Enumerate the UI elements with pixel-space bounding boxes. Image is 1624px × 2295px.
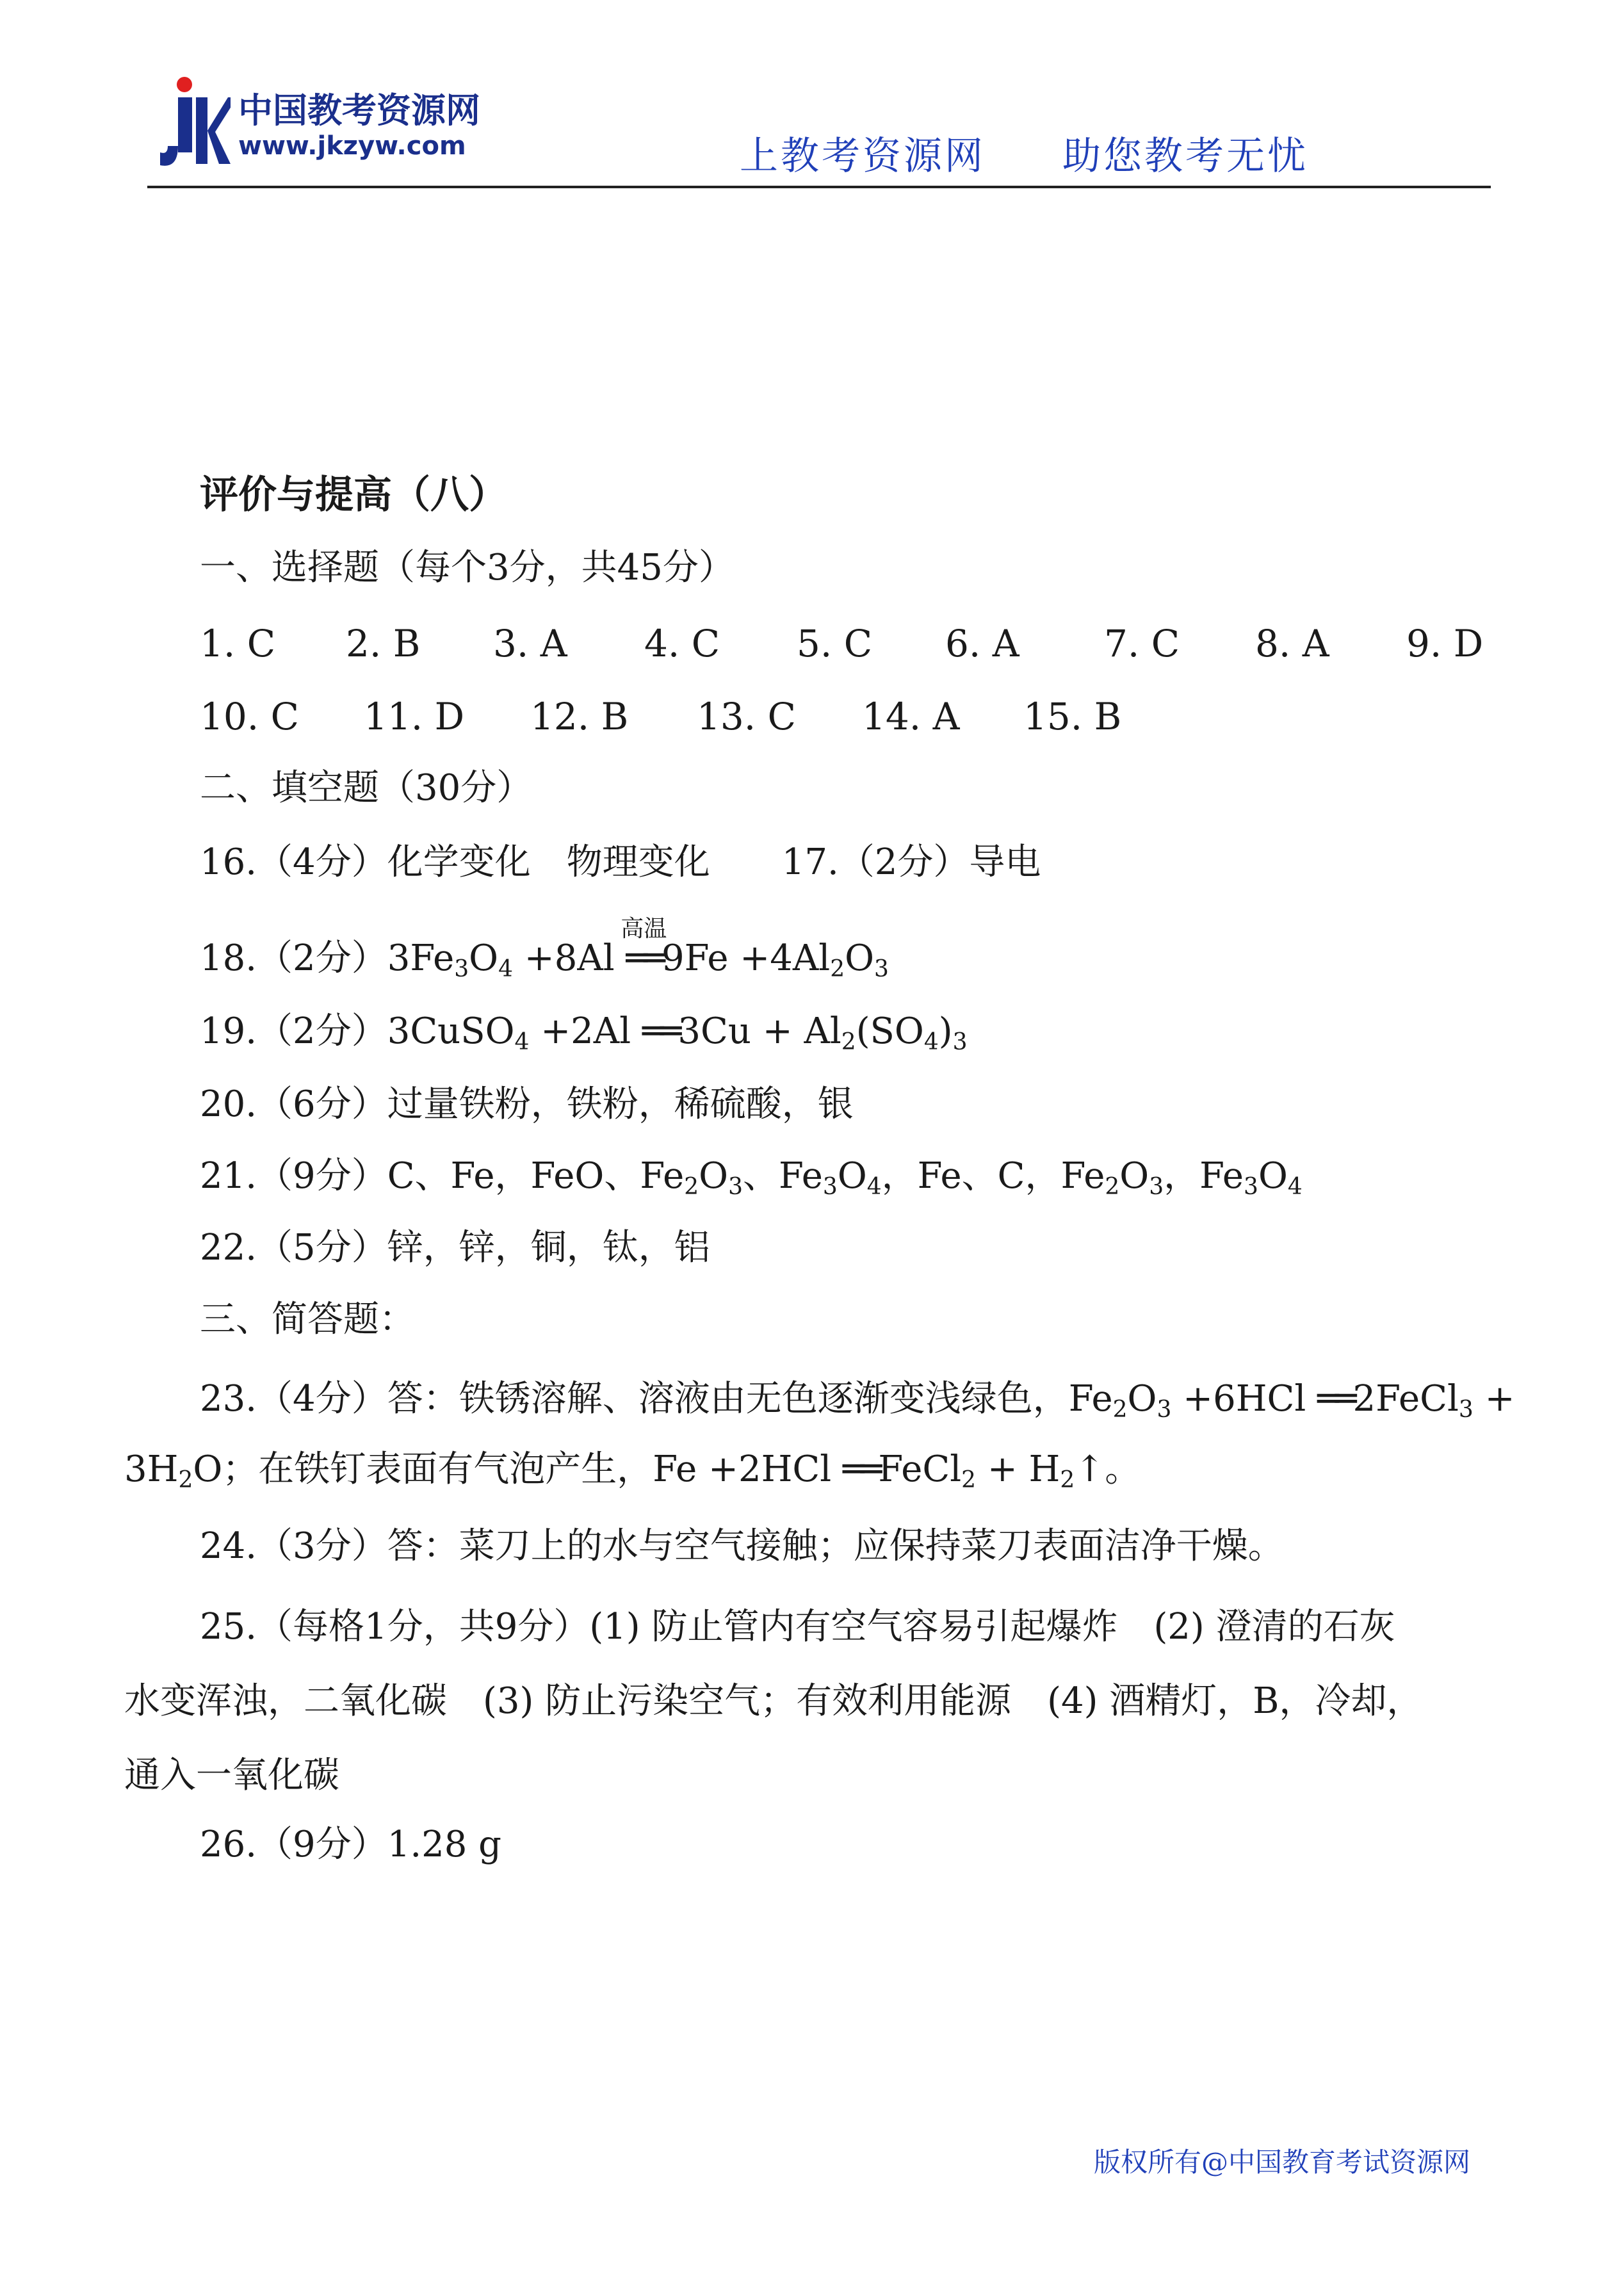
mc-answer: 6. A bbox=[945, 622, 1019, 665]
header-divider bbox=[147, 186, 1491, 188]
subscript: 3 bbox=[1244, 1174, 1258, 1200]
equals-sign: ══ bbox=[842, 1448, 879, 1490]
section1-heading: 一、选择题（每个3分，共45分） bbox=[200, 547, 735, 588]
subscript: 2 bbox=[1112, 1397, 1128, 1423]
subscript: 2 bbox=[830, 956, 845, 982]
answer-text: O bbox=[837, 1155, 867, 1197]
answer-23-line2 bbox=[124, 1447, 1141, 1492]
subscript: 4 bbox=[498, 956, 513, 982]
answer-text: O bbox=[1119, 1155, 1149, 1197]
mc-answer: 15. B bbox=[1023, 695, 1122, 738]
answer-18 bbox=[200, 916, 889, 982]
mc-answer: 10. C bbox=[200, 695, 300, 738]
mc-answer: 13. C bbox=[697, 695, 797, 738]
section2-heading: 二、填空题（30分） bbox=[200, 767, 533, 809]
section3-heading: 三、简答题： bbox=[200, 1299, 415, 1340]
answer-text: O bbox=[1127, 1378, 1157, 1420]
subscript: 2 bbox=[1060, 1467, 1075, 1493]
answer-text: O；在铁钉表面有气泡产生，Fe +2HCl bbox=[193, 1448, 843, 1490]
mc-answer: 1. C bbox=[200, 622, 276, 665]
copyright-footer: 版权所有@中国教育考试资源网 bbox=[1094, 2146, 1471, 2178]
mc-answer: 11. D bbox=[364, 695, 465, 738]
answer-text: ，Fe、C，Fe bbox=[881, 1155, 1105, 1197]
answer-22: 22.（5分）锌，锌，铜，钛，铝 bbox=[200, 1227, 710, 1269]
answer-text: ↑。 bbox=[1075, 1448, 1141, 1490]
answer-21 bbox=[200, 1154, 1303, 1199]
answer-26: 26.（9分）1.28 g bbox=[200, 1824, 502, 1865]
answer-text: 23.（4分）答：铁锈溶解、溶液由无色逐渐变浅绿色，Fe bbox=[200, 1378, 1113, 1420]
subscript: 2 bbox=[961, 1467, 977, 1493]
subscript: 4 bbox=[1287, 1174, 1303, 1200]
answer-text: 、Fe bbox=[742, 1155, 823, 1197]
subscript: 2 bbox=[178, 1467, 193, 1493]
product: 3Cu + Al bbox=[678, 1010, 841, 1052]
slogan bbox=[740, 126, 1308, 181]
answer-text: C、Fe，FeO、Fe bbox=[387, 1155, 685, 1197]
slogan-left: 上教考资源网 bbox=[740, 134, 986, 179]
answer-text: FeCl bbox=[878, 1448, 962, 1490]
reactant: +8Al bbox=[512, 937, 626, 979]
answer-text: 3H bbox=[124, 1448, 179, 1490]
answer-25-line1: 25.（每格1分，共9分）(1) 防止管内有空气容易引起爆炸 (2) 澄清的石灰 bbox=[200, 1606, 1395, 1648]
product: ) bbox=[938, 1010, 953, 1052]
site-url: www.jkzyw.com bbox=[238, 131, 466, 161]
page-header bbox=[0, 0, 1624, 192]
mc-answer: 8. A bbox=[1255, 622, 1329, 665]
subscript: 3 bbox=[728, 1174, 743, 1200]
reaction-condition: 高温 bbox=[621, 916, 667, 942]
equals-sign: ══ bbox=[642, 1010, 678, 1052]
mc-answer: 14. A bbox=[862, 695, 960, 738]
answer-text: ，Fe bbox=[1164, 1155, 1244, 1197]
mc-answer: 9. D bbox=[1406, 622, 1484, 665]
answer-text: 2FeCl bbox=[1352, 1378, 1459, 1420]
reactant: 3CuSO bbox=[387, 1010, 515, 1052]
answer-23-line1 bbox=[200, 1377, 1515, 1422]
subscript: 2 bbox=[841, 1029, 856, 1055]
mc-answer: 12. B bbox=[530, 695, 629, 738]
answer-19 bbox=[200, 1009, 968, 1054]
question-number: 19.（2分） bbox=[200, 1010, 387, 1052]
reaction-arrow bbox=[621, 916, 667, 981]
product: O bbox=[845, 937, 875, 979]
subscript: 3 bbox=[454, 956, 469, 982]
subscript: 3 bbox=[1157, 1397, 1172, 1423]
subscript: 3 bbox=[874, 956, 889, 982]
answer-text: +6HCl bbox=[1171, 1378, 1318, 1420]
question-number: 21.（9分） bbox=[200, 1155, 387, 1197]
answer-25-line2: 水变浑浊，二氧化碳 (3) 防止污染空气；有效利用能源 (4) 酒精灯，B，冷却， bbox=[124, 1680, 1423, 1722]
subscript: 3 bbox=[1458, 1397, 1474, 1423]
question-number: 18.（2分） bbox=[200, 937, 387, 979]
slogan-right: 助您教考无忧 bbox=[1062, 134, 1308, 179]
product: (SO bbox=[856, 1010, 924, 1052]
mc-answer: 2. B bbox=[346, 622, 421, 665]
mc-answer: 7. C bbox=[1104, 622, 1180, 665]
reactant: 3Fe bbox=[387, 937, 455, 979]
subscript: 3 bbox=[1149, 1174, 1164, 1200]
subscript: 3 bbox=[952, 1029, 968, 1055]
jk-logo bbox=[160, 76, 231, 172]
answer-25-line3: 通入一氧化碳 bbox=[124, 1755, 339, 1796]
answer-text: + H bbox=[976, 1448, 1060, 1490]
product: 9Fe +4Al bbox=[661, 937, 831, 979]
answer-24: 24.（3分）答：菜刀上的水与空气接触；应保持菜刀表面洁净干燥。 bbox=[200, 1525, 1284, 1567]
answer-text: O bbox=[699, 1155, 729, 1197]
subscript: 3 bbox=[822, 1174, 838, 1200]
subscript: 2 bbox=[684, 1174, 699, 1200]
reactant: O bbox=[469, 937, 499, 979]
subscript: 4 bbox=[514, 1029, 530, 1055]
site-name: 中国教考资源网 bbox=[238, 90, 480, 131]
page-title: 评价与提高（八） bbox=[200, 473, 507, 517]
reactant: +2Al bbox=[529, 1010, 642, 1052]
answer-text: O bbox=[1258, 1155, 1288, 1197]
mc-answer: 5. C bbox=[797, 622, 873, 665]
answer-text: + bbox=[1473, 1378, 1515, 1420]
subscript: 4 bbox=[923, 1029, 939, 1055]
equals-sign: ══ bbox=[1317, 1378, 1353, 1420]
mc-answer: 3. A bbox=[493, 622, 567, 665]
mc-answer: 4. C bbox=[644, 622, 720, 665]
subscript: 4 bbox=[866, 1174, 882, 1200]
equals-sign: ══ bbox=[626, 937, 662, 979]
subscript: 2 bbox=[1105, 1174, 1120, 1200]
answer-16-17: 16.（4分）化学变化 物理变化 17.（2分）导电 bbox=[200, 841, 1041, 883]
answer-20: 20.（6分）过量铁粉，铁粉，稀硫酸，银 bbox=[200, 1083, 854, 1125]
